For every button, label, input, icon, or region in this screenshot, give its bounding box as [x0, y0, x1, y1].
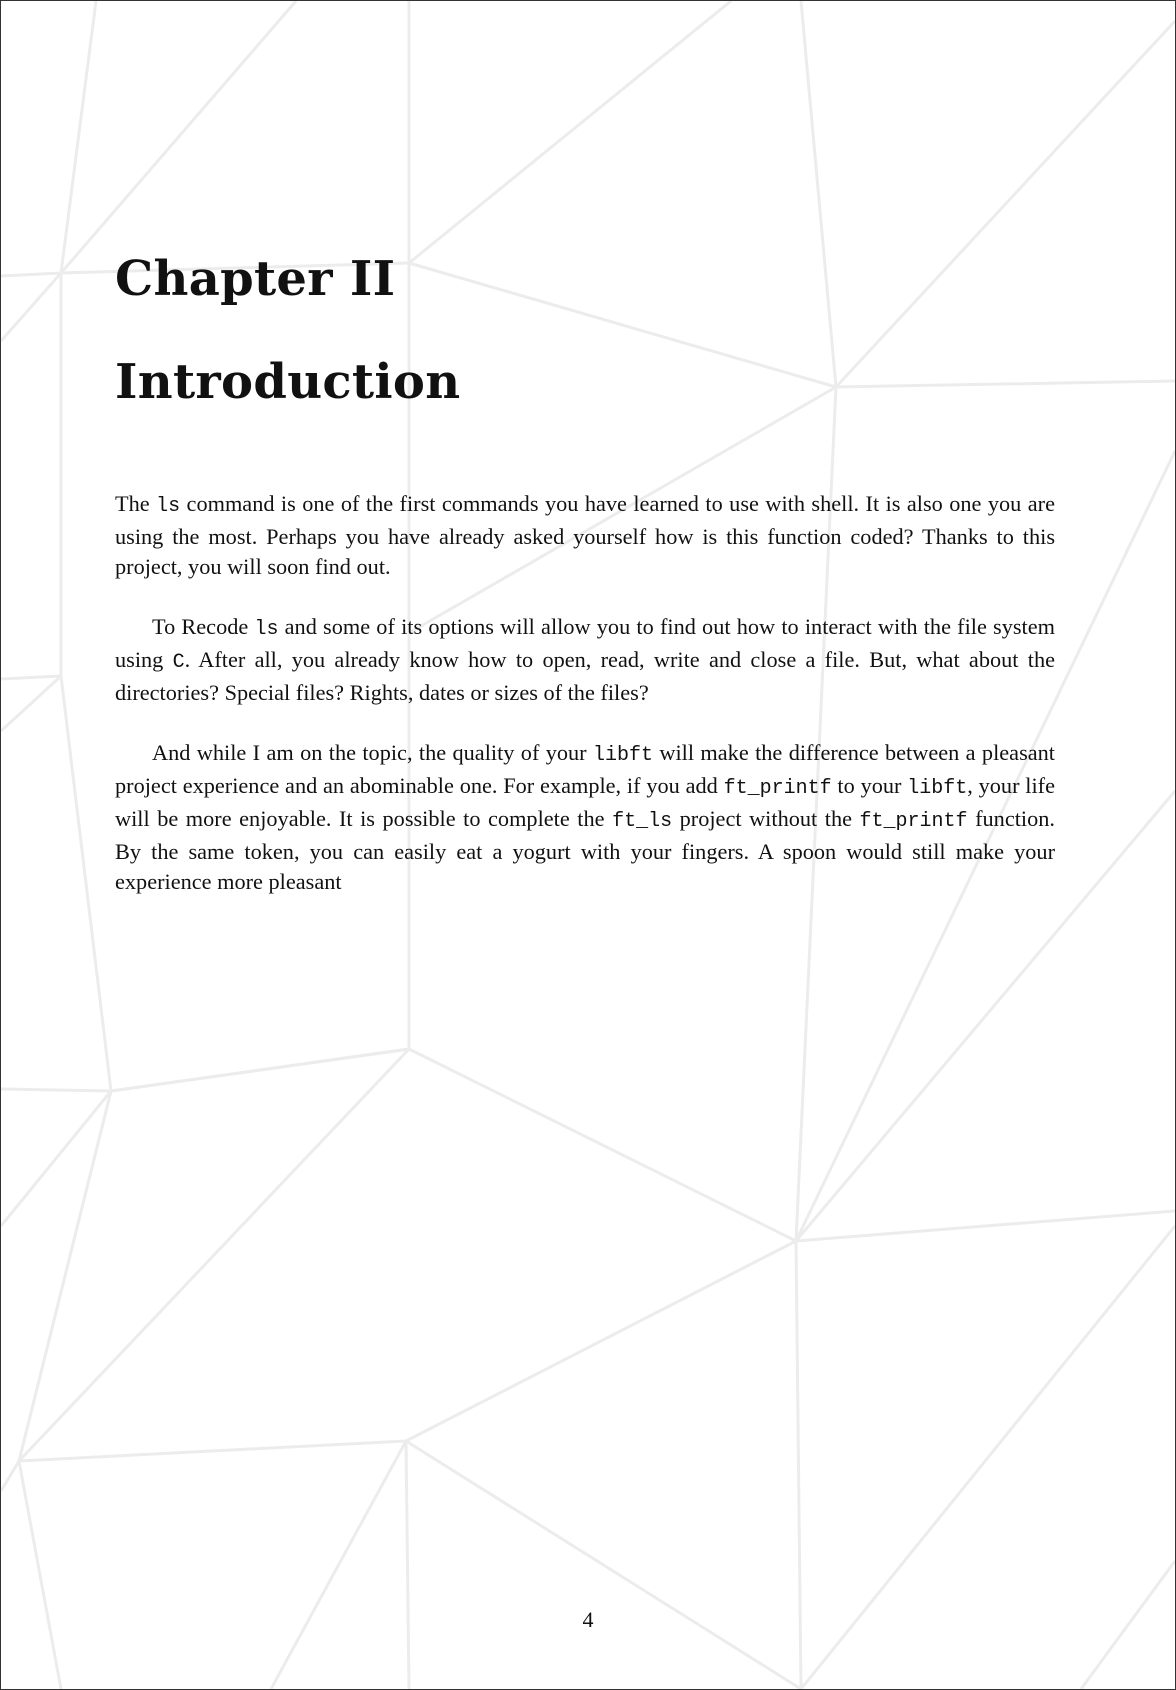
- paragraph-text: And while I am on the topic, the quality of your: [152, 740, 593, 766]
- inline-code: C: [172, 651, 185, 675]
- body-text: [115, 489, 1055, 897]
- libft-paragraph: [115, 738, 1055, 897]
- paragraph-text: . After all, you already know how to open, read, write and close a file. But, what about the directories? Special files? Rights, dates or sizes of the files?: [115, 647, 1055, 706]
- inline-code: ft_printf: [859, 810, 968, 834]
- paragraph-text: To Recode: [152, 614, 255, 640]
- recode-ls-paragraph: [115, 612, 1055, 708]
- inline-code: libft: [592, 744, 653, 768]
- inline-code: ls: [254, 618, 279, 642]
- paragraph-text: and some of its options will allow you to find out how to interact with the file system using: [115, 614, 1055, 673]
- paragraph-text: project without the: [672, 806, 860, 832]
- inline-code: ft_printf: [723, 777, 832, 801]
- paragraph-text: function. By the same token, you can easily eat a yogurt with your fingers. A spoon would still make your experience more pleasant: [115, 806, 1055, 895]
- inline-code: libft: [907, 777, 968, 801]
- page-number: 4: [582, 1607, 594, 1632]
- chapter-label: Chapter II: [115, 251, 396, 307]
- paragraph-text: , your life will be more enjoyable. It is possible to complete the: [115, 773, 1056, 832]
- paragraph-text: The: [115, 491, 157, 517]
- page-content: [115, 251, 1055, 927]
- paragraph-text: to your: [831, 773, 908, 799]
- paragraph-text: command is one of the first commands you have learned to use with shell. It is also one you are using the most. Perhaps you have already asked yourself how is this function coded? Thanks to this project, you will soon find out.: [115, 491, 1055, 580]
- chapter-title: Introduction: [115, 353, 461, 410]
- paragraph-text: will make the difference between a pleasant project experience and an abominable one. For example, if you add: [115, 740, 1055, 799]
- intro-paragraph: [115, 489, 1055, 582]
- inline-code: ls: [156, 495, 181, 519]
- inline-code: ft_ls: [612, 810, 673, 834]
